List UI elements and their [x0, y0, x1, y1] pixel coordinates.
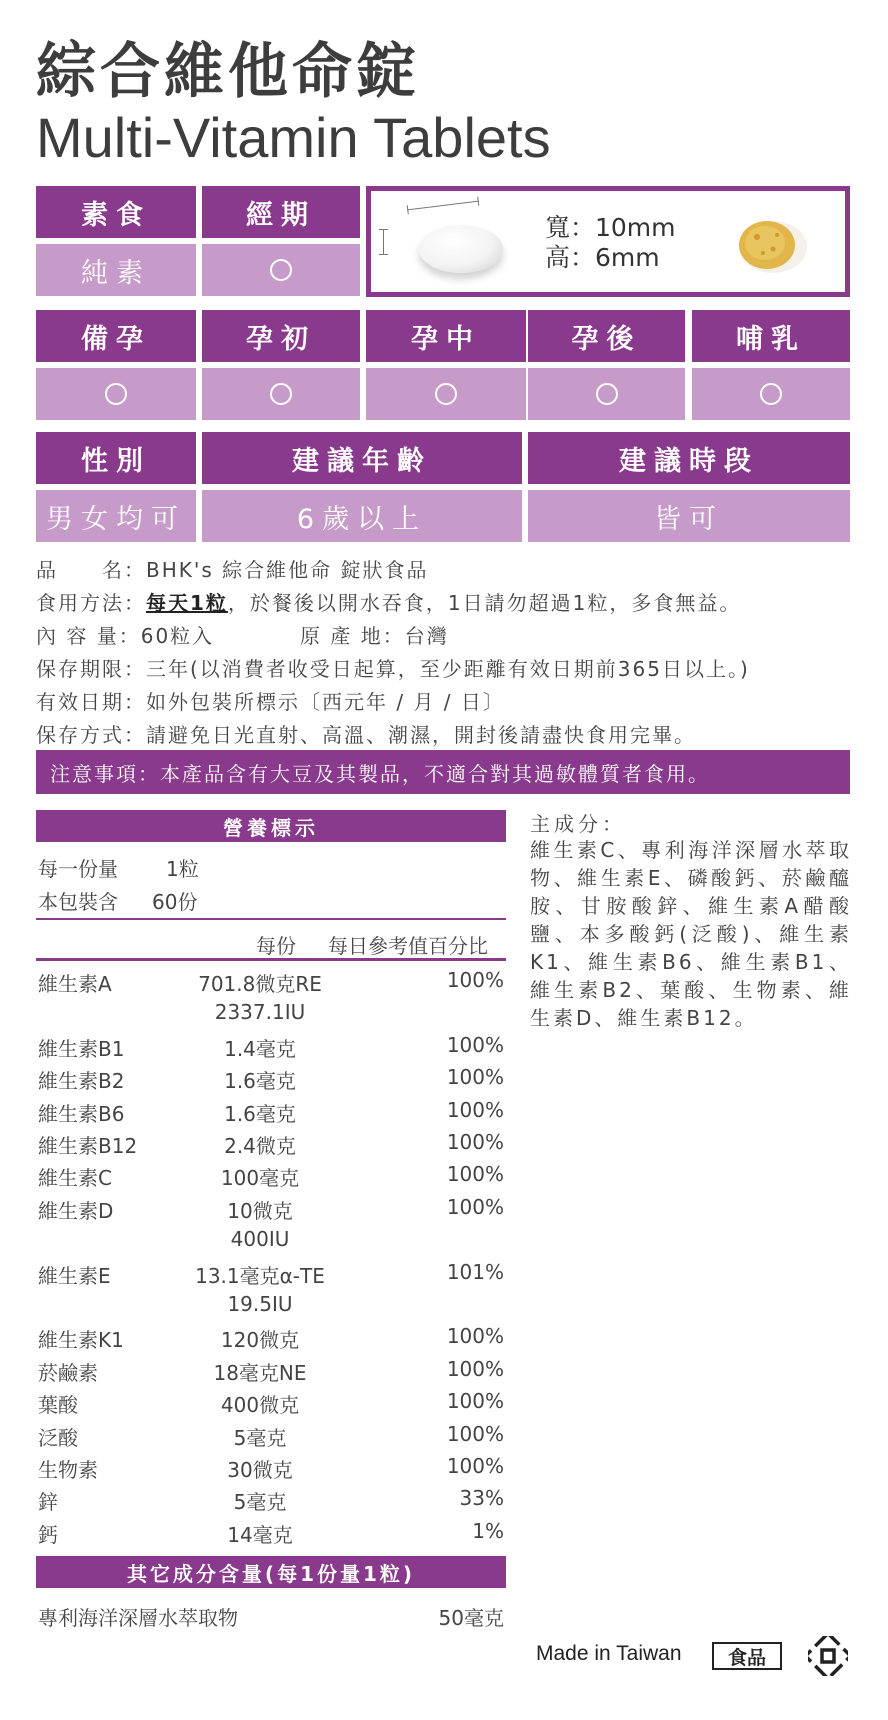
- time-value: 皆可: [528, 490, 850, 542]
- nutrient-name: 維生素C: [38, 1166, 112, 1191]
- nutrient-name: 葉酸: [38, 1393, 78, 1418]
- pregnancy-value-late: [528, 368, 685, 420]
- nutrient-daily-percent: 100%: [446, 1065, 504, 1090]
- nutrient-daily-percent: 101%: [446, 1259, 504, 1284]
- other-ingredient-amount: 50毫克: [438, 1606, 504, 1630]
- age-value: 6歲以上: [202, 490, 522, 542]
- circle-icon: [105, 383, 127, 405]
- tablet-height: 高：6mm: [545, 243, 660, 272]
- circle-icon: [270, 383, 292, 405]
- nutrient-amount: 1.6毫克: [224, 1069, 296, 1094]
- nutrient-name: 維生素B2: [38, 1069, 125, 1094]
- info-usage: 食用方法：每天1粒，於餐後以開水吞食，1日請勿超過1粒，多食無益。: [36, 591, 742, 615]
- nutrient-daily-percent: 33%: [459, 1486, 504, 1511]
- vegetarian-value: 純素: [36, 244, 196, 296]
- pregnancy-value-prepare: [36, 368, 196, 420]
- recycle-icon: [808, 1636, 848, 1676]
- height-dimension-icon: [383, 229, 384, 255]
- pregnancy-stage-early: 孕初: [202, 310, 360, 362]
- age-header: 建議年齡: [202, 432, 522, 484]
- nutrient-amount: 1.4毫克: [224, 1036, 296, 1061]
- nutrient-amount: 10微克: [227, 1198, 293, 1223]
- nutrient-daily-percent: 100%: [446, 1097, 504, 1122]
- pregnancy-stage-prepare: 備孕: [36, 310, 196, 362]
- vegetarian-header: 素食: [36, 186, 196, 238]
- pregnancy-stage-late: 孕後: [528, 310, 685, 362]
- nutrition-divider: [36, 918, 506, 920]
- pregnancy-stage-nursing: 哺乳: [692, 310, 850, 362]
- nutrient-daily-percent: 100%: [446, 1389, 504, 1414]
- serving-value: 1粒: [166, 857, 199, 881]
- nutrient-daily-percent: 100%: [446, 1324, 504, 1349]
- info-product-name: 品 名：BHK's 綜合維他命 錠狀食品: [36, 558, 429, 582]
- info-storage: 保存方式：請避免日光直射、高溫、潮濕，開封後請盡快食用完畢。: [36, 723, 696, 747]
- tablet-dimensions: [545, 213, 676, 273]
- nutrient-amount: 2.4微克: [224, 1134, 296, 1158]
- nutrient-amount: 400微克: [220, 1393, 300, 1418]
- nutrient-name: 維生素E: [38, 1263, 111, 1288]
- nutrient-name: 維生素B1: [38, 1036, 125, 1061]
- nutrient-amount: 701.8微克RE: [198, 972, 322, 996]
- nutrient-daily-percent: 1%: [472, 1518, 504, 1543]
- info-shelf-life: 保存期限：三年(以消費者收受日起算，至少距離有效日期前365日以上。): [36, 657, 750, 681]
- pregnancy-stage-mid: 孕中: [366, 310, 526, 362]
- nutrient-amount-alt: 400IU: [230, 1227, 290, 1252]
- nutrient-daily-percent: 100%: [446, 1194, 504, 1219]
- nutrient-amount: 30微克: [227, 1458, 293, 1482]
- circle-icon: [760, 383, 782, 405]
- broken-tablet-image: [727, 213, 809, 275]
- nutrient-amount: 5毫克: [233, 1425, 287, 1450]
- pregnancy-value-nursing: [692, 368, 850, 420]
- time-header: 建議時段: [528, 432, 850, 484]
- food-badge: 食品: [712, 1642, 782, 1670]
- gender-header: 性別: [36, 432, 196, 484]
- nutrient-amount: 14毫克: [227, 1522, 293, 1547]
- info-origin: 原 產 地：台灣: [300, 624, 449, 648]
- menstrual-value: [202, 244, 360, 296]
- nutrient-name: 生物素: [38, 1458, 98, 1482]
- nutrient-name: 泛酸: [38, 1425, 78, 1450]
- nutrient-amount: 120微克: [220, 1328, 300, 1353]
- nutrient-amount-alt: 2337.1IU: [214, 1000, 306, 1025]
- col-per-serving: 每份: [256, 934, 296, 958]
- nutrient-name: 菸鹼素: [38, 1360, 98, 1385]
- nutrient-amount: 1.6毫克: [224, 1101, 296, 1126]
- usage-emphasis: 每天1粒: [146, 591, 228, 615]
- nutrient-daily-percent: 100%: [446, 968, 504, 992]
- nutrient-daily-percent: 100%: [446, 1356, 504, 1381]
- pregnancy-value-early: [202, 368, 360, 420]
- allergy-notice: 注意事項：本產品含有大豆及其製品，不適合對其過敏體質者食用。: [36, 750, 850, 794]
- width-dimension-icon: [407, 201, 479, 211]
- pack-value: 60份: [152, 890, 198, 914]
- ingredients-label: 主成分：: [530, 812, 626, 836]
- tablet-image: [419, 225, 503, 273]
- tablet-width: 寬：10mm: [545, 213, 676, 242]
- nutrient-name: 維生素D: [38, 1198, 114, 1223]
- other-ingredient-name: 專利海洋深層水萃取物: [38, 1606, 238, 1630]
- menstrual-header: 經期: [202, 186, 360, 238]
- product-title-en: Multi-Vitamin Tablets: [36, 106, 551, 169]
- made-in-label: Made in Taiwan: [536, 1642, 682, 1665]
- nutrient-name: 鋅: [38, 1490, 58, 1515]
- nutrient-amount: 5毫克: [233, 1490, 287, 1515]
- pregnancy-value-mid: [366, 368, 526, 420]
- gender-value: 男女均可: [36, 490, 196, 542]
- circle-icon: [596, 383, 618, 405]
- nutrient-amount: 13.1毫克α-TE: [195, 1263, 325, 1288]
- nutrient-name: 維生素B6: [38, 1101, 125, 1126]
- info-content: 內 容 量：60粒入: [36, 624, 215, 648]
- nutrient-daily-percent: 100%: [446, 1162, 504, 1187]
- ingredients-text: 維生素C、專利海洋深層水萃取物、維生素E、磷酸鈣、菸鹼醯胺、甘胺酸鋅、維生素A醋酸鹽、本多酸鈣(泛酸)、維生素K1、維生素B6、維生素B1、維生素B2、葉酸、生物素、維生素D、維生素B12。: [530, 838, 852, 1030]
- nutrient-daily-percent: 100%: [446, 1454, 504, 1478]
- info-expiry: 有效日期：如外包裝所標示〔西元年 / 月 / 日〕: [36, 690, 505, 714]
- nutrition-title: 營養標示: [36, 810, 506, 842]
- nutrient-name: 維生素A: [38, 972, 112, 996]
- nutrition-divider: [36, 958, 506, 961]
- nutrient-daily-percent: 100%: [446, 1421, 504, 1446]
- circle-icon: [435, 383, 457, 405]
- nutrient-daily-percent: 100%: [446, 1032, 504, 1057]
- nutrient-name: 鈣: [38, 1522, 58, 1547]
- nutrient-name: 維生素K1: [38, 1328, 124, 1353]
- nutrient-daily-percent: 100%: [446, 1130, 504, 1154]
- other-ingredients-title: 其它成分含量(每1份量1粒): [36, 1556, 506, 1588]
- circle-icon: [270, 259, 292, 281]
- pack-label: 本包裝含: [38, 890, 118, 914]
- tablet-spec-box: [366, 186, 850, 297]
- nutrient-amount-alt: 19.5IU: [227, 1292, 293, 1316]
- col-daily-percent: 每日參考值百分比: [328, 934, 488, 958]
- product-title-zh: 綜合維他命錠: [36, 37, 420, 107]
- nutrient-amount: 18毫克NE: [213, 1360, 307, 1385]
- nutrient-name: 維生素B12: [38, 1134, 138, 1158]
- serving-label: 每一份量: [38, 857, 118, 881]
- nutrient-amount: 100毫克: [220, 1166, 300, 1191]
